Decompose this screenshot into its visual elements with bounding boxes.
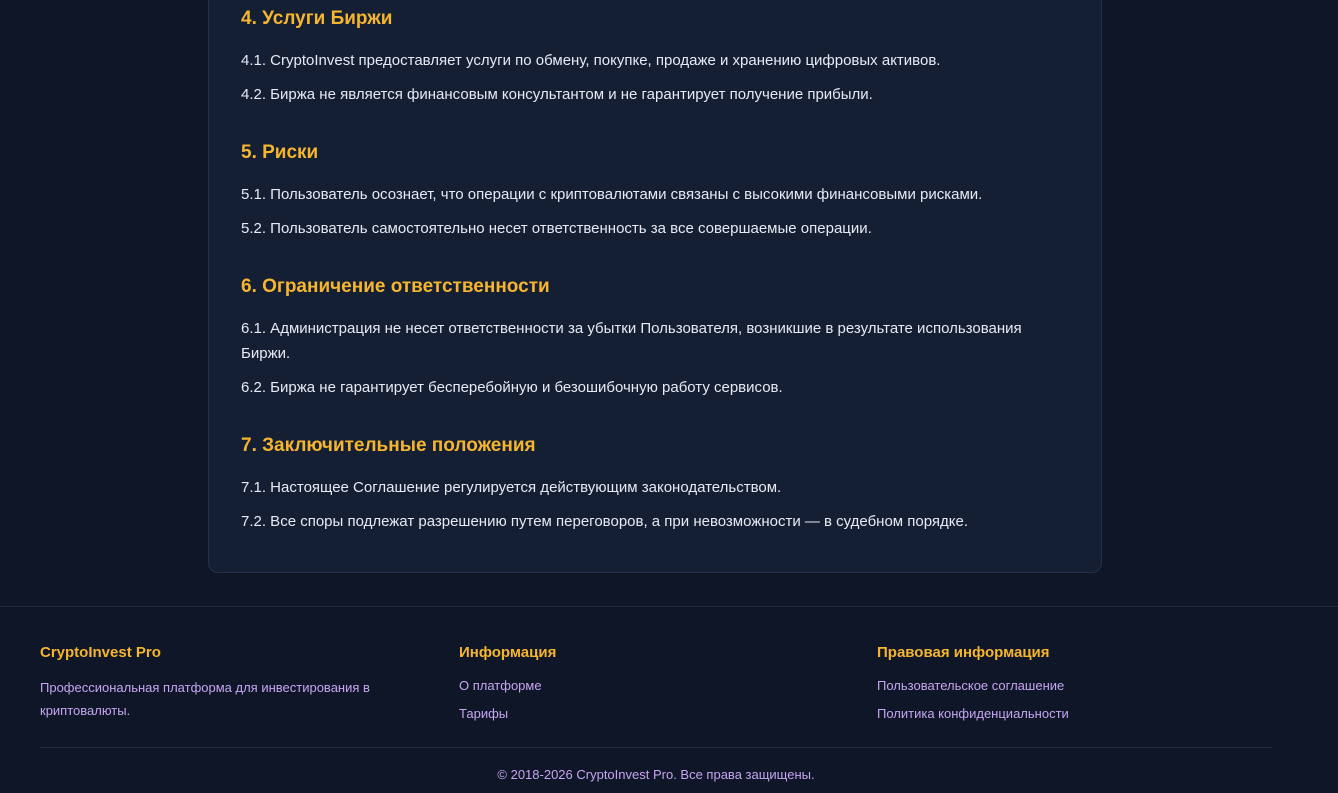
section-liability-limitation bbox=[241, 275, 1069, 400]
footer-divider bbox=[40, 747, 1272, 748]
section-risks bbox=[241, 141, 1069, 241]
footer-info-title: Информация bbox=[459, 644, 557, 661]
section-paragraph: 7.1. Настоящее Соглашение регулируется действующим законодательством. bbox=[241, 479, 782, 496]
section-paragraph: 5.2. Пользователь самостоятельно несет ответственность за все совершаемые операции. bbox=[241, 220, 872, 237]
section-final-provisions bbox=[241, 434, 1069, 534]
footer-brand-title: CryptoInvest Pro bbox=[40, 644, 161, 661]
footer-brand-description: Профессиональная платформа для инвестирования в криптовалюты. bbox=[40, 680, 370, 718]
section-paragraph: 7.2. Все споры подлежат разрешению путем переговоров, а при невозможности — в судебном порядке. bbox=[241, 513, 969, 530]
footer-brand-column bbox=[40, 643, 410, 722]
footer-link-tariffs[interactable]: Тарифы bbox=[459, 706, 509, 721]
footer-link-user-agreement[interactable]: Пользовательское соглашение bbox=[877, 678, 1065, 693]
section-paragraph: 5.1. Пользователь осознает, что операции с криптовалютами связаны с высокими финансовыми рисками. bbox=[241, 186, 983, 203]
footer-info-column bbox=[459, 643, 759, 732]
terms-content-card bbox=[208, 0, 1102, 573]
section-title: 6. Ограничение ответственности bbox=[241, 276, 550, 297]
section-title: 4. Услуги Биржи bbox=[241, 8, 393, 29]
section-title: 5. Риски bbox=[241, 142, 319, 163]
section-title: 7. Заключительные положения bbox=[241, 435, 536, 456]
footer-legal-title: Правовая информация bbox=[877, 644, 1050, 661]
section-paragraph: 4.1. CryptoInvest предоставляет услуги по обмену, покупке, продаже и хранению цифровых активов. bbox=[241, 52, 941, 69]
footer-copyright: © 2018-2026 CryptoInvest Pro. Все права защищены. bbox=[497, 767, 815, 782]
section-paragraph: 6.1. Администрация не несет ответственности за убытки Пользователя, возникшие в результате использования Биржи. bbox=[241, 320, 1022, 362]
footer-legal-column bbox=[877, 643, 1277, 732]
footer-link-about-platform[interactable]: О платформе bbox=[459, 678, 542, 693]
section-paragraph: 6.2. Биржа не гарантирует бесперебойную и безошибочную работу сервисов. bbox=[241, 379, 783, 396]
section-paragraph: 4.2. Биржа не является финансовым консультантом и не гарантирует получение прибыли. bbox=[241, 86, 873, 103]
section-exchange-services bbox=[241, 0, 1069, 107]
footer-link-privacy-policy[interactable]: Политика конфиденциальности bbox=[877, 706, 1069, 721]
site-footer bbox=[0, 606, 1338, 793]
